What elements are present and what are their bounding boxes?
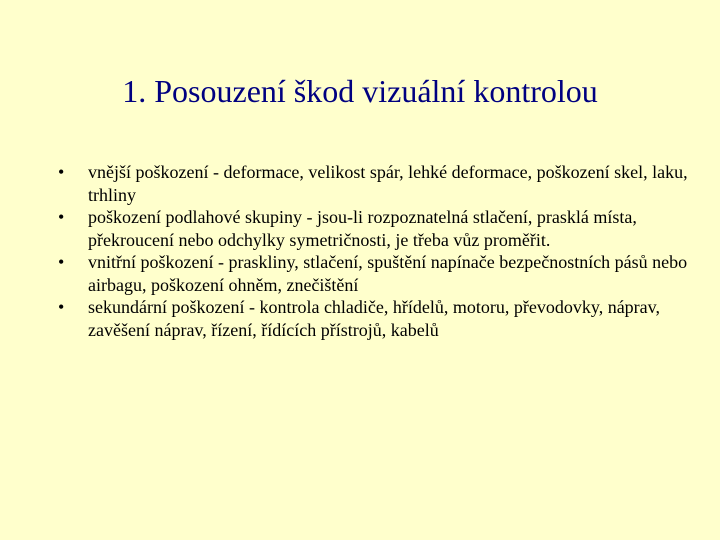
bullet-icon: •: [58, 297, 65, 317]
bullet-text: vnější poškození - deformace, velikost spár, lehké deformace, poškození skel, laku, trhliny: [88, 162, 688, 205]
bullet-text: poškození podlahové skupiny - jsou-li rozpoznatelná stlačení, prasklá místa, překroucení nebo odchylky symetričnosti, je třeba vůz proměřit.: [88, 207, 637, 250]
bullet-item-secondary-damage: [58, 296, 698, 341]
slide-title: 1. Posouzení škod vizuální kontrolou: [122, 73, 598, 109]
bullet-icon: •: [58, 207, 65, 227]
bullet-text: sekundární poškození - kontrola chladiče, hřídelů, motoru, převodovky, náprav, zavěšení náprav, řízení, řídících přístrojů, kabelů: [88, 297, 661, 340]
bullet-icon: •: [58, 162, 65, 182]
bullet-icon: •: [58, 252, 65, 272]
bullet-text: vnitřní poškození - praskliny, stlačení, spuštění napínače bezpečnostních pásů nebo airbagu, poškození ohněm, znečištění: [88, 252, 688, 295]
bullet-item-internal-damage: [58, 251, 698, 296]
bullet-item-external-damage: [58, 161, 698, 206]
bullet-item-floor-damage: [58, 206, 698, 251]
bullet-list: [58, 161, 698, 341]
